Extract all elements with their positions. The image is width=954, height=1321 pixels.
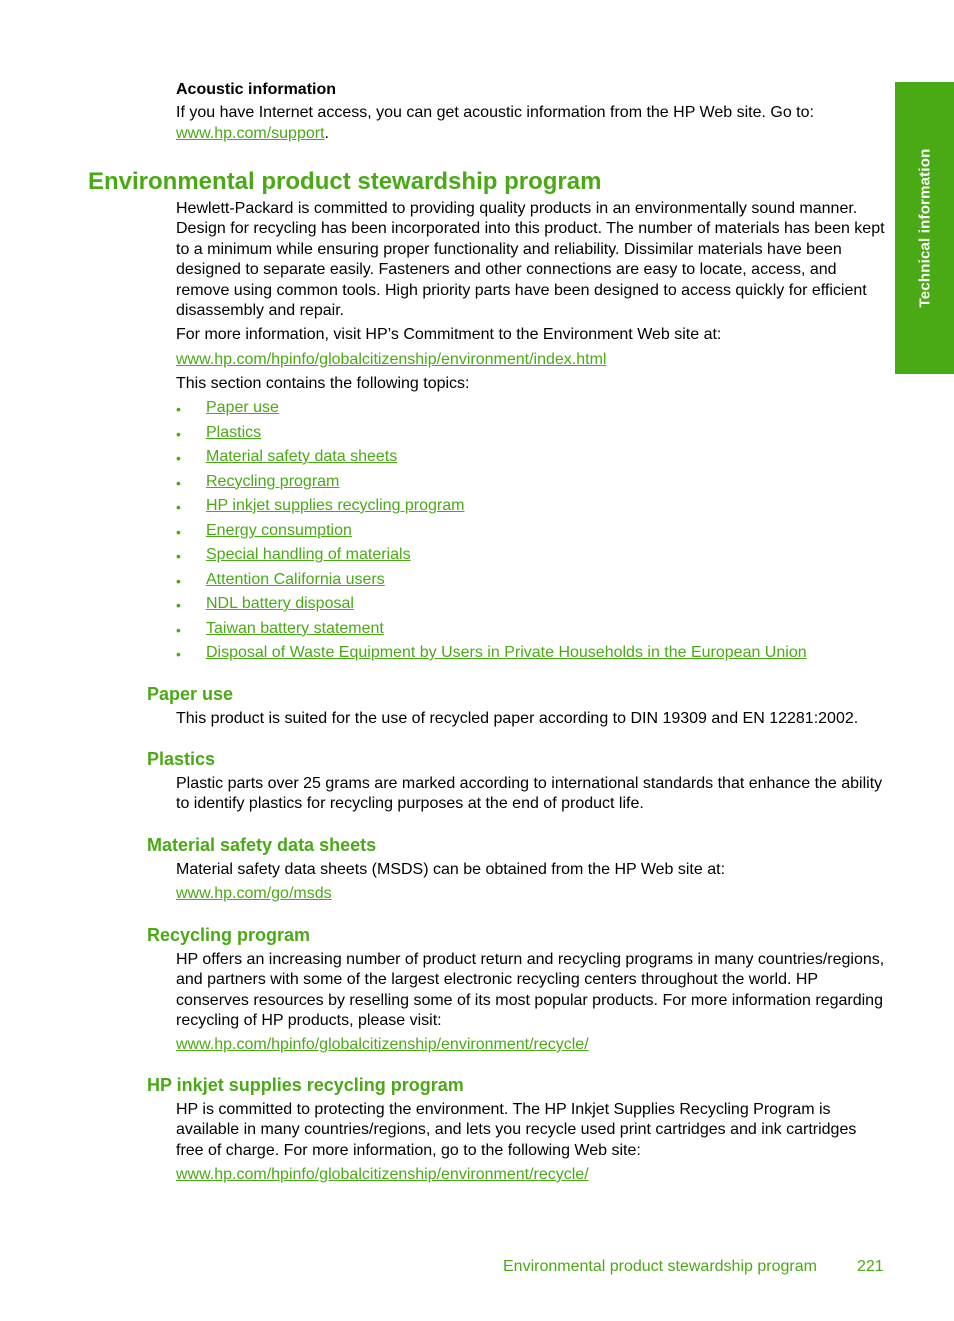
acoustic-heading: Acoustic information (176, 81, 337, 98)
section-heading-recycling: Recycling program (147, 925, 311, 945)
recycling-line: HP offers an increasing number of product return and recycling programs in many countries/regions, (176, 951, 885, 968)
paper-use-text: This product is suited for the use of recycled paper according to DIN 19309 and EN 12281:2002. (176, 710, 859, 727)
environment-link[interactable]: www.hp.com/hpinfo/globalcitizenship/environment/index.html (176, 351, 607, 368)
intro-line: Hewlett-Packard is committed to providing quality products in an environmentally sound manner. (176, 200, 858, 217)
bullet: • (176, 499, 181, 515)
intro-line: disassembly and repair. (176, 302, 345, 320)
topics-intro: This section contains the following topics: (176, 375, 470, 392)
topic-link-recycling[interactable]: Recycling program (206, 472, 340, 490)
acoustic-link[interactable]: www.hp.com/support (176, 125, 325, 142)
acoustic-text: If you have Internet access, you can get acoustic information from the HP Web site. Go to: (176, 104, 814, 121)
intro-paragraph (176, 199, 885, 321)
side-tab (895, 82, 954, 374)
footer-title: Environmental product stewardship program (503, 1258, 817, 1275)
topic-link-msds[interactable]: Material safety data sheets (206, 448, 398, 465)
more-info-link-line (176, 350, 606, 370)
recycling-line: recycling of HP products, please visit: (176, 1012, 442, 1030)
msds-text: Material safety data sheets (MSDS) can be obtained from the HP Web site at: (176, 861, 726, 878)
inkjet-paragraph (176, 1100, 856, 1161)
bullet: • (176, 621, 181, 638)
inkjet-line: free of charge. For more information, go to the following Web site: (176, 1141, 641, 1159)
recycling-link-line (176, 1035, 589, 1055)
more-info-text: For more information, visit HP’s Commitment to the Environment Web site at: (176, 326, 722, 343)
msds-link-line (176, 884, 332, 904)
inkjet-line: available in many countries/regions, and lets you recycle used print cartridges and ink cartridges (176, 1121, 857, 1139)
bullet: • (176, 572, 181, 589)
inkjet-link-line (176, 1165, 589, 1185)
side-tab-label: Technical information (916, 148, 933, 308)
recycling-line: conserves resources by reselling some of its most popular products. For more information regarding (176, 991, 883, 1009)
section-heading-plastics: Plastics (147, 749, 216, 769)
topic-link-energy[interactable]: Energy consumption (206, 521, 352, 539)
recycling-line: and partners with some of the largest electronic recycling centers throughout the world. HP (176, 971, 819, 989)
topic-link-ndl-battery[interactable]: NDL battery disposal (206, 595, 354, 612)
msds-link[interactable]: www.hp.com/go/msds (176, 885, 332, 902)
acoustic-link-line (176, 124, 329, 144)
topic-link-paper-use[interactable]: Paper use (206, 399, 279, 416)
page-number: 221 (857, 1258, 884, 1275)
bullet: • (176, 401, 181, 417)
section-heading-inkjet: HP inkjet supplies recycling program (147, 1075, 464, 1095)
topic-link-weee-disposal[interactable]: Disposal of Waste Equipment by Users in Private Households in the European Union (206, 644, 807, 661)
recycling-paragraph (176, 950, 884, 1032)
inkjet-line: HP is committed to protecting the environment. The HP Inkjet Supplies Recycling Program is (176, 1101, 831, 1118)
topic-link-plastics[interactable]: Plastics (206, 423, 262, 441)
bullet: • (176, 548, 181, 564)
topic-link-california[interactable]: Attention California users (206, 570, 385, 588)
page-title: Environmental product stewardship program (88, 168, 602, 195)
section-heading-msds: Material safety data sheets (147, 835, 377, 855)
bullet: • (176, 474, 181, 491)
plastics-paragraph (176, 774, 882, 815)
bullet: • (176, 597, 181, 613)
bullet: • (176, 425, 181, 442)
bullet: • (176, 450, 181, 466)
intro-line: Design for recycling has been incorporated into this product. The number of materials has been kept (176, 220, 885, 238)
acoustic-link-period: . (324, 125, 329, 142)
plastics-line: Plastic parts over 25 grams are marked according to international standards that enhance the ability (176, 775, 883, 792)
topic-link-inkjet-recycling[interactable]: HP inkjet supplies recycling program (206, 497, 465, 514)
topic-link-taiwan-battery[interactable]: Taiwan battery statement (206, 619, 384, 637)
intro-line: to a minimum while ensuring proper functionality and reliability. Dissimilar materials have been (176, 240, 842, 258)
section-heading-paper-use: Paper use (147, 684, 234, 704)
plastics-line: to identify plastics for recycling purposes at the end of product life. (176, 795, 644, 813)
topic-link-special-handling[interactable]: Special handling of materials (206, 546, 411, 563)
intro-line: remove using common tools. High priority parts have been designed to access quickly for efficient (176, 281, 867, 299)
recycling-link[interactable]: www.hp.com/hpinfo/globalcitizenship/environment/recycle/ (176, 1036, 589, 1053)
intro-line: designed to separate easily. Fasteners and other connections are easy to locate, access, and (176, 261, 837, 279)
inkjet-link[interactable]: www.hp.com/hpinfo/globalcitizenship/environment/recycle/ (176, 1166, 589, 1183)
bullet: • (176, 646, 181, 662)
bullet: • (176, 523, 181, 540)
